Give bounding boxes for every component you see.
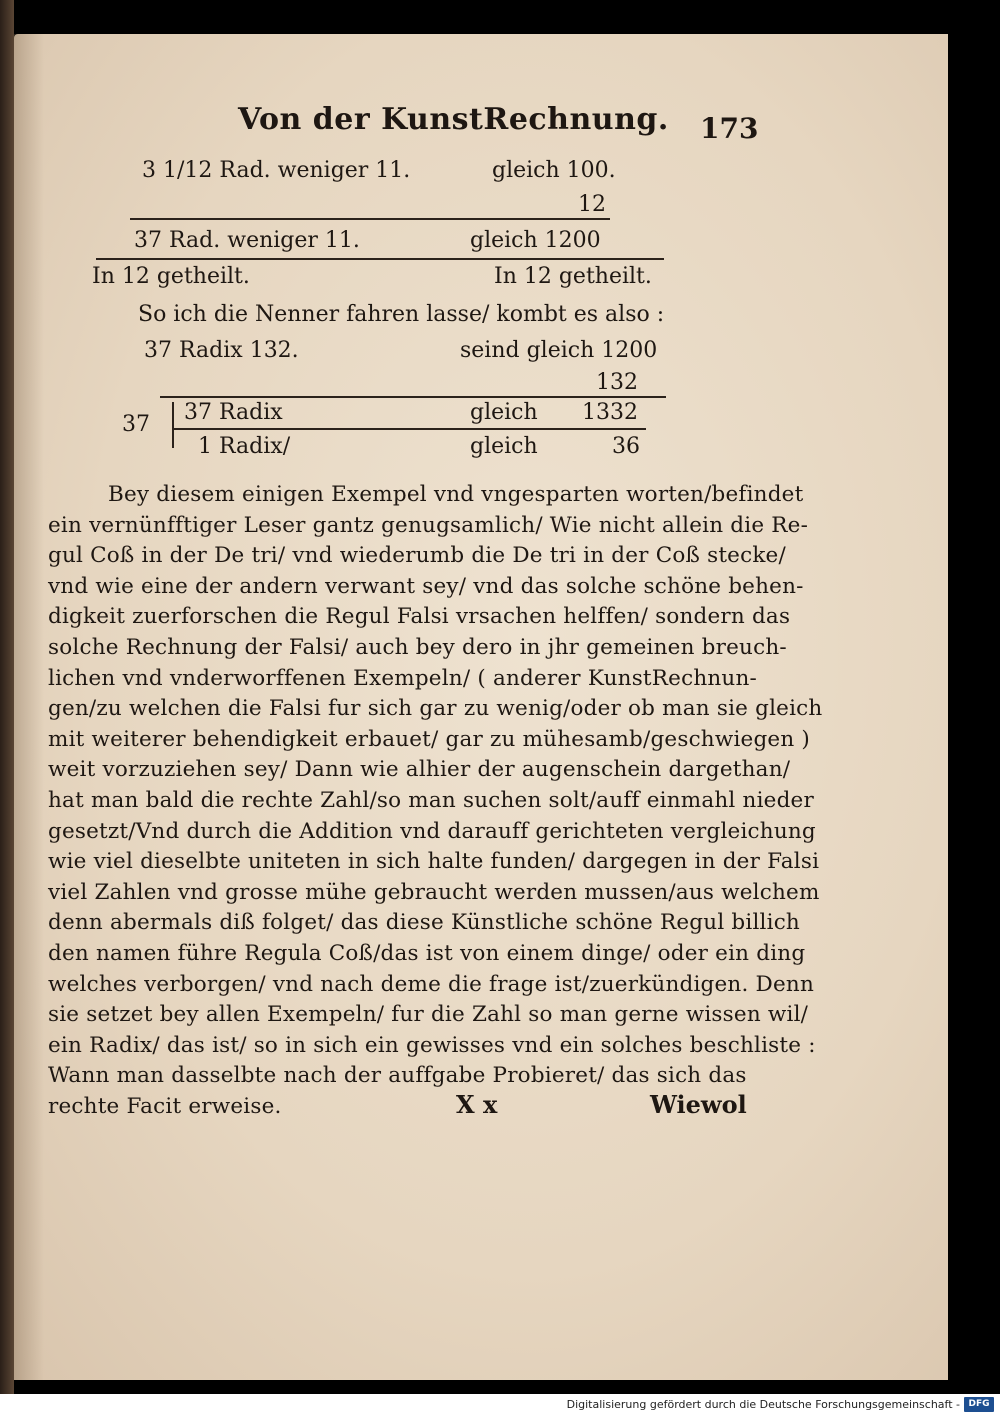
equation-right: gleich 100. [492,158,616,183]
text-line: ein Radix/ das ist/ so in sich ein gewisses vnd ein solches beschliste : [48,1032,816,1058]
text-line: solche Rechnung der Falsi/ auch bey dero in jhr gemeinen breuch- [48,634,787,660]
page-number: 173 [700,112,759,145]
text-line: sie setzet bey allen Exempeln/ fur die Zahl so man gerne wissen wil/ [48,1002,809,1028]
footer-bar [0,1394,1000,1416]
text-line: weit vorzuziehen sey/ Dann wie alhier der augenschein dargethan/ [48,757,791,783]
text-line: den namen führe Regula Coß/das ist von einem dinge/ oder ein ding [48,940,806,966]
equation-right: gleich 1200 [470,228,601,253]
text-line: Wann man dasselbte nach der auffgabe Probieret/ das sich das [48,1063,747,1089]
text-line: gen/zu welchen die Falsi fur sich gar zu wenig/oder ob man sie gleich [48,696,823,722]
equation-right: 132 [596,370,638,395]
equation-right: seind gleich 1200 [460,338,658,363]
text-line: viel Zahlen vnd grosse mühe gebraucht werden mussen/aus welchem [48,879,820,905]
equation-rule [172,428,646,430]
catchword: Wiewol [650,1090,747,1119]
equation-left: In 12 getheilt. [92,264,250,289]
text-line: gesetzt/Vnd durch die Addition vnd darauff gerichteten vergleichung [48,818,816,844]
text-line: denn abermals diß folget/ das diese Künstliche schöne Regul billich [48,910,800,936]
equation-mid: gleich [470,400,538,425]
signature-mark: X x [456,1090,498,1119]
dfg-logo: DFG [964,1397,994,1412]
equation-mid: gleich [470,434,538,459]
equation-right: 12 [578,192,606,217]
funding-credit: Digitalisierung gefördert durch die Deutsche Forschungsgemeinschaft - [566,1398,960,1411]
equation-rule [96,258,664,260]
equation-right: 1332 [582,400,638,425]
equation-left: 37 Radix 132. [144,338,299,363]
divisor-bar [172,402,174,448]
text-line: welches verborgen/ vnd nach deme die frage ist/zuerkündigen. Denn [48,971,814,997]
text-line: mit weiterer behendigkeit erbauet/ gar zu mühesamb/geschwiegen ) [48,726,811,752]
running-title: Von der KunstRechnung. [238,102,669,137]
equation-rule [160,396,666,398]
divisor: 37 [122,412,150,437]
equation-left: 3 1/12 Rad. weniger 11. [142,158,411,183]
equation-rule [130,218,610,220]
text-line: wie viel dieselbte uniteten in sich halte funden/ dargegen in der Falsi [48,849,820,875]
text-line: vnd wie eine der andern verwant sey/ vnd das solche schöne behen- [48,573,804,599]
text-line: Bey diesem einigen Exempel vnd vngesparten worten/befindet [108,482,804,507]
text-line: digkeit zuerforschen die Regul Falsi vrsachen helffen/ sondern das [48,604,791,630]
page-fold-shadow [14,34,44,1380]
equation-right: In 12 getheilt. [494,264,652,289]
equation-right: 36 [612,434,640,459]
equation-left: 37 Radix [184,400,283,425]
text-line: lichen vnd vnderworffenen Exempeln/ ( anderer KunstRechnun- [48,665,757,691]
text-line: gul Coß in der De tri/ vnd wiederumb die De tri in der Coß stecke/ [48,543,786,569]
body-paragraph [48,480,823,1122]
equation-left: 37 Rad. weniger 11. [134,228,360,253]
text-line: ein vernünfftiger Leser gantz genugsamlich/ Wie nicht allein die Re- [48,512,809,538]
equation-left: 1 Radix/ [198,434,291,459]
equation-left: So ich die Nenner fahren lasse/ kombt es also : [138,302,665,327]
text-line: rechte Facit erweise. [48,1093,282,1119]
page-edge [0,0,14,1394]
text-line: hat man bald die rechte Zahl/so man suchen solt/auff einmahl nieder [48,787,814,813]
